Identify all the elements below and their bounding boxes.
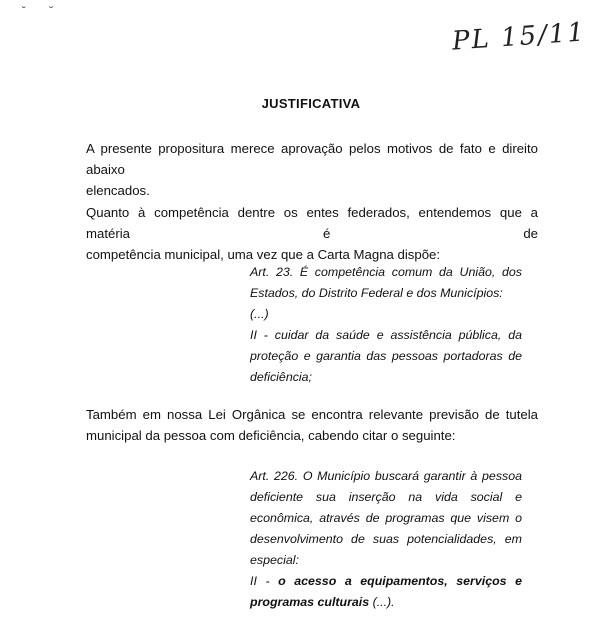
quote-line: deficiente sua inserção na vida social e [250,490,522,504]
quote-constituicao-art23 [250,262,522,388]
paragraph-line: A presente propositura merece aprovação pelos motivos de fato e direito abaixo [86,141,538,177]
paragraph-competencia [86,202,538,265]
quote-line: proteção e garantia das pessoas portadoras de [250,349,522,363]
quote-line: Art. 23. É competência comum da União, dos [250,265,522,279]
paragraph-line: elencados. [86,183,150,198]
paragraph-line: competência municipal, uma vez que a Carta Magna dispõe: [86,247,441,262]
quote-line: Estados, do Distrito Federal e dos Municípios: [250,286,503,300]
quote-prefix: II - [250,574,279,588]
quote-line: especial: [250,553,299,567]
paragraph-line: municipal da pessoa com deficiência, cabendo citar o seguinte: [86,428,456,443]
quote-line: II - cuidar da saúde e assistência pública, da [250,328,522,342]
quote-line: deficiência; [250,370,312,384]
quote-line: Art. 226. O Município buscará garantir à pessoa [250,469,522,483]
scan-specks: ˘ ˘ [22,4,64,18]
paragraph-lei-organica [86,404,538,446]
paragraph-intro [86,138,538,201]
quote-bold-text: programas culturais [250,595,370,609]
quote-line: econômica, através de programas que visem o [250,511,522,525]
document-title: JUSTIFICATIVA [261,96,361,111]
quote-line-bold [250,592,522,613]
quote-line-bold [250,571,522,592]
paragraph-line: Também em nossa Lei Orgânica se encontra relevante previsão de tutela [86,407,538,422]
quote-suffix: (...). [369,595,395,609]
paragraph-line: Quanto à competência dentre os entes federados, entendemos que a matéria é de [86,205,538,241]
handwritten-annotation: PL 15/11 [451,17,587,57]
quote-line: (...) [250,307,269,321]
quote-line: desenvolvimento de suas potencialidades, em [250,532,522,546]
quote-lei-organica-art226 [250,466,522,613]
quote-bold-text: o acesso a equipamentos, serviços e [278,574,522,588]
